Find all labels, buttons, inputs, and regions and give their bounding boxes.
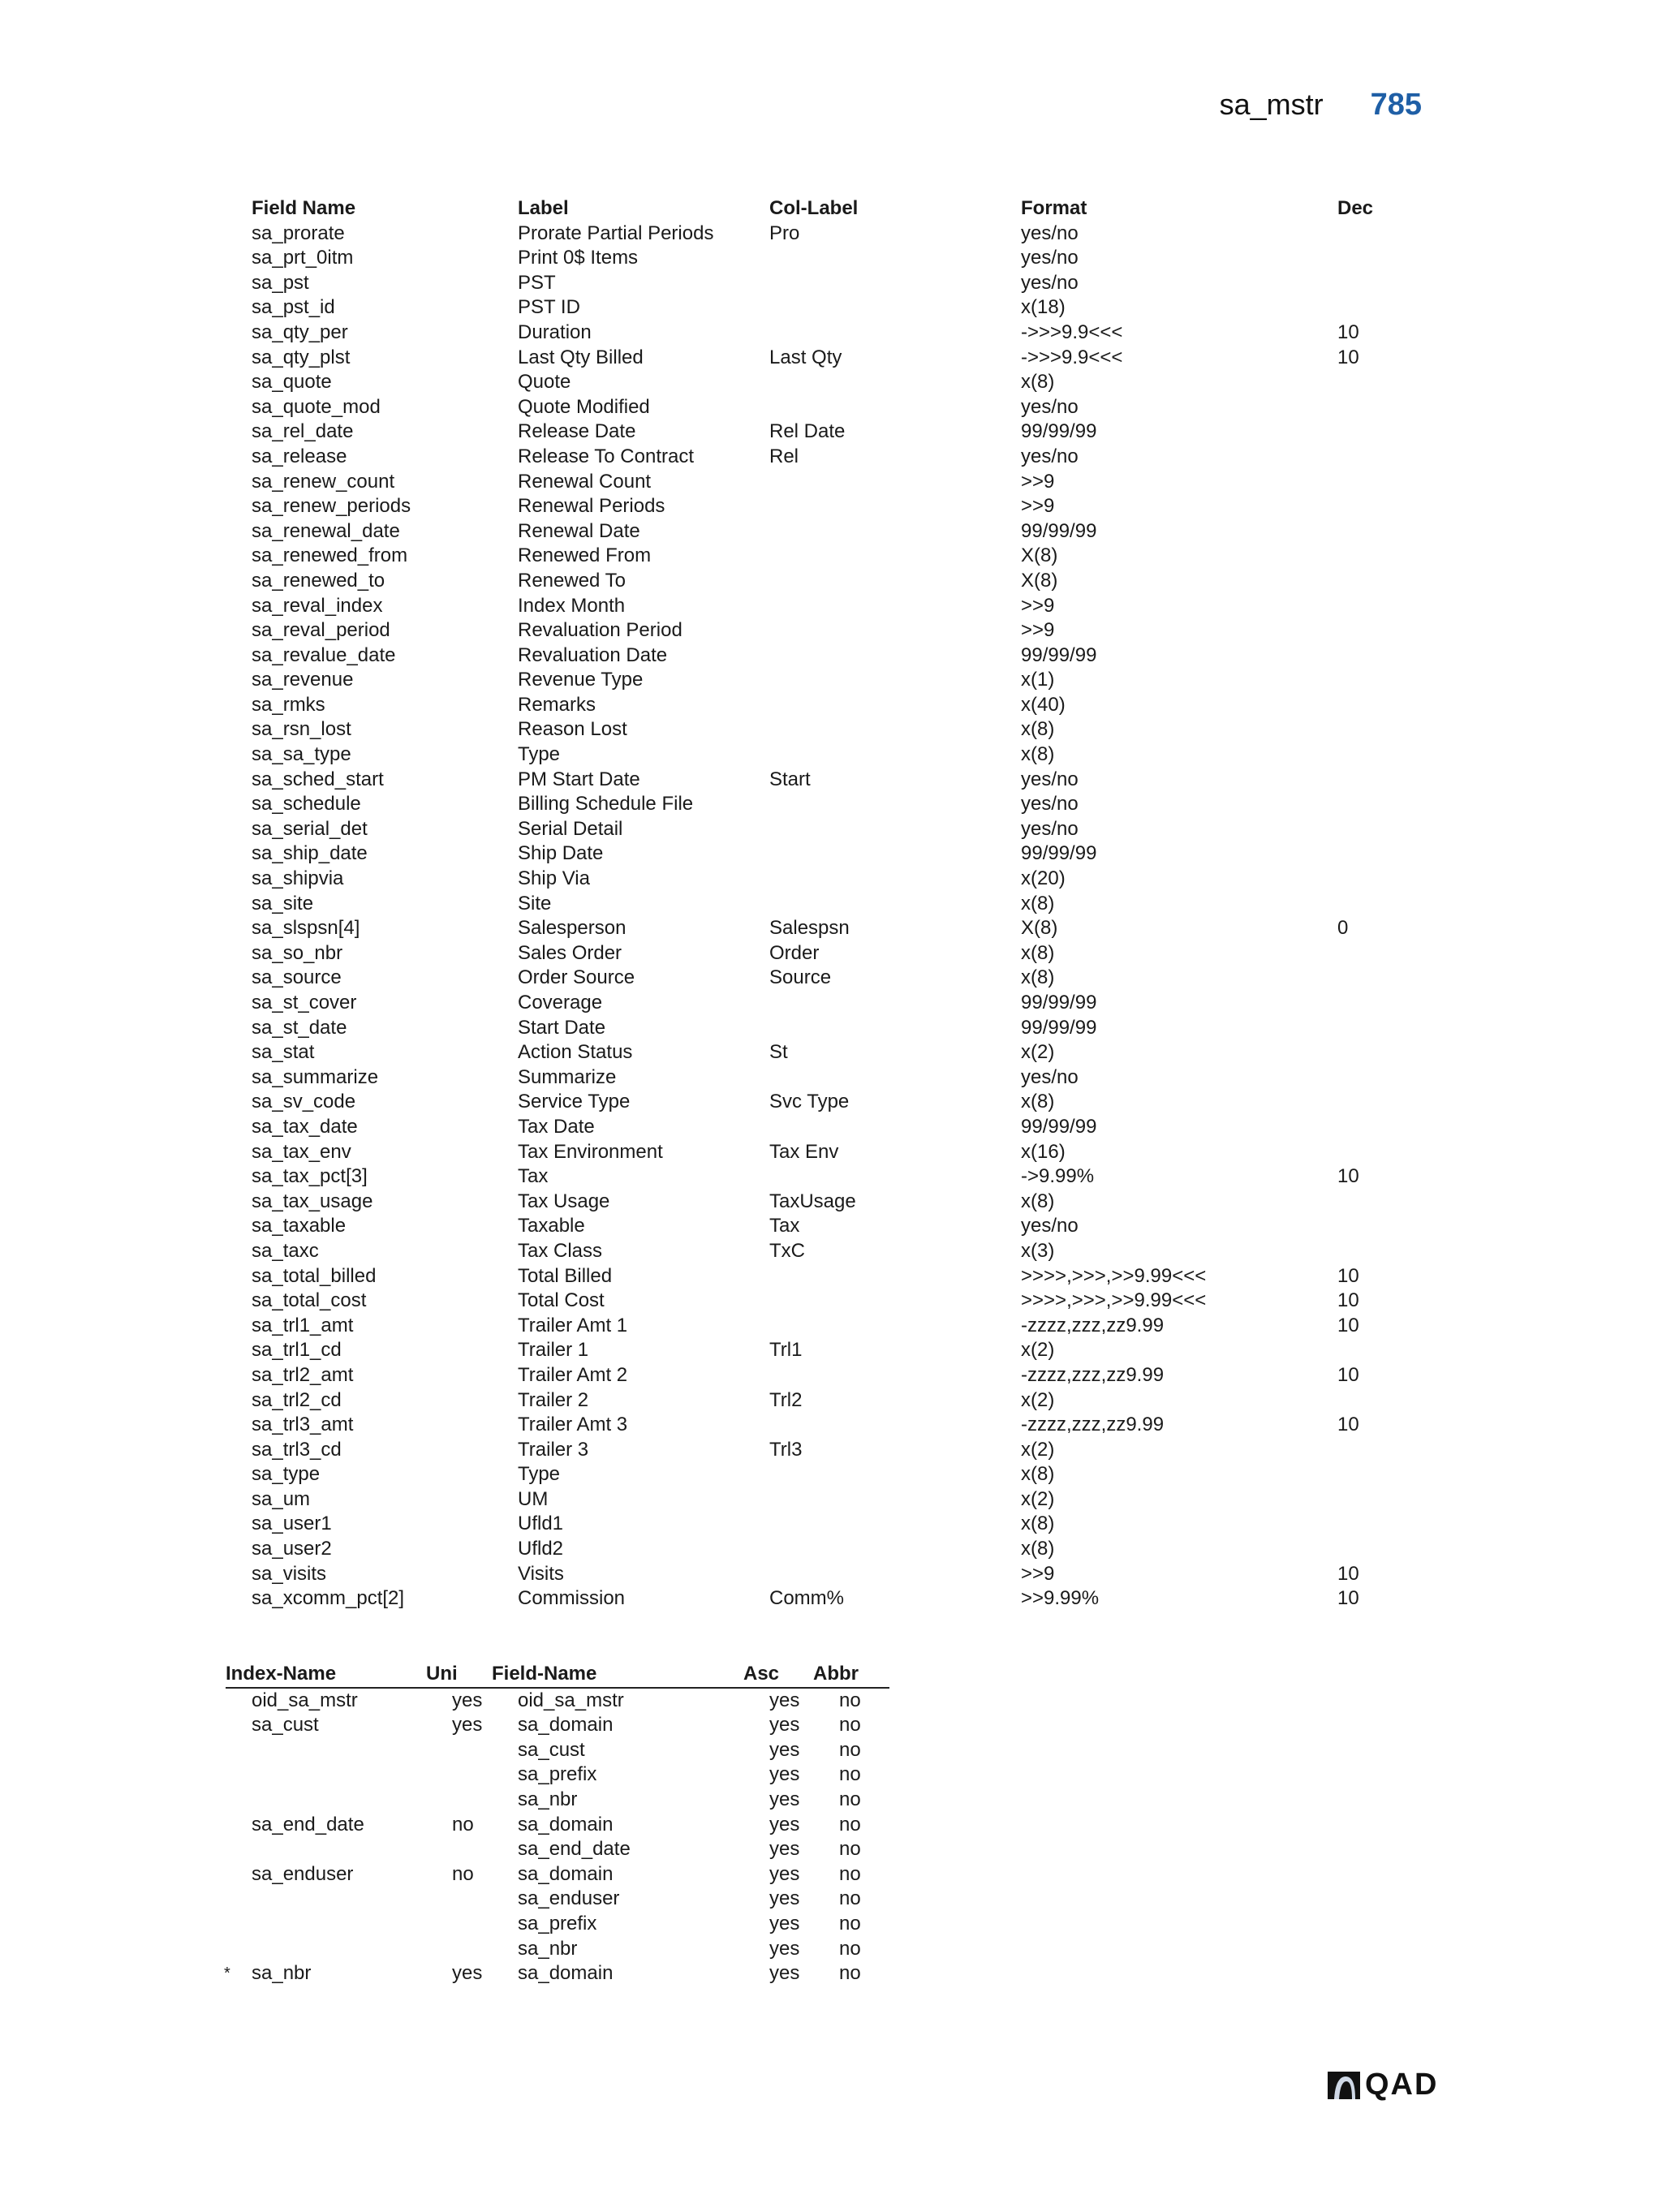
col-label-cell: Order [769, 941, 820, 964]
abbr-cell: no [839, 1937, 861, 1960]
field-name-cell: sa_renew_count [252, 470, 395, 493]
format-cell: x(2) [1021, 1487, 1055, 1510]
label-cell: Prorate Partial Periods [518, 222, 714, 244]
format-cell: yes/no [1021, 222, 1079, 244]
index-field-name-cell: sa_prefix [518, 1763, 597, 1786]
format-cell: >>9.99% [1021, 1587, 1100, 1610]
label-cell: Revaluation Period [518, 619, 682, 642]
label-cell: PST ID [518, 296, 580, 319]
asc-cell: yes [769, 1788, 800, 1810]
uni-cell: no [452, 1813, 474, 1835]
label-cell: Release To Contract [518, 445, 695, 467]
format-cell: x(8) [1021, 892, 1055, 914]
dec-cell: 10 [1337, 1289, 1359, 1312]
label-cell: Renewed To [518, 569, 626, 592]
format-cell: x(2) [1021, 1041, 1055, 1064]
label-cell: Renewal Periods [518, 495, 665, 518]
format-cell: -zzzz,zzz,zz9.99 [1021, 1363, 1165, 1386]
abbr-cell: no [839, 1887, 861, 1910]
label-cell: Type [518, 743, 561, 766]
field-name-cell: sa_prorate [252, 222, 345, 244]
field-name-cell: sa_source [252, 966, 342, 989]
dec-cell: 10 [1337, 1264, 1359, 1287]
field-name-cell: sa_rsn_lost [252, 718, 351, 741]
index-row [252, 1837, 889, 1862]
field-name-cell: sa_st_cover [252, 992, 357, 1013]
format-cell: 99/99/99 [1021, 1016, 1097, 1039]
format-cell: x(8) [1021, 1091, 1055, 1113]
col-label-cell: Trl2 [769, 1388, 803, 1411]
format-cell: X(8) [1021, 917, 1058, 940]
field-name-cell: sa_sv_code [252, 1091, 356, 1113]
index-row [252, 1937, 889, 1962]
index-field-name-cell: sa_nbr [518, 1937, 578, 1960]
label-cell: Serial Detail [518, 817, 623, 840]
field-name-cell: sa_trl1_cd [252, 1339, 342, 1362]
abbr-cell: no [839, 1738, 861, 1761]
field-name-cell: sa_xcomm_pct[2] [252, 1587, 405, 1610]
uni-cell: yes [452, 1714, 483, 1736]
field-name-cell: sa_revenue [252, 669, 354, 691]
col-label-cell: Pro [769, 222, 800, 244]
label-cell: Ufld1 [518, 1513, 564, 1535]
format-cell: x(8) [1021, 718, 1055, 741]
format-cell: 99/99/99 [1021, 842, 1097, 865]
format-cell: x(8) [1021, 966, 1055, 989]
field-name-cell: sa_stat [252, 1041, 315, 1064]
dec-cell: 10 [1337, 1314, 1359, 1336]
field-name-cell: sa_renewal_date [252, 519, 400, 542]
format-cell: x(8) [1021, 1463, 1055, 1486]
label-cell: Renewed From [518, 544, 652, 567]
field-name-cell: sa_type [252, 1463, 321, 1486]
uni-cell: yes [452, 1962, 483, 1985]
table-name-heading: sa_mstr [1219, 88, 1324, 121]
format-cell: yes/no [1021, 817, 1079, 840]
index-field-name-cell: sa_domain [518, 1962, 614, 1985]
format-cell: yes/no [1021, 445, 1079, 467]
abbr-cell: no [839, 1689, 861, 1711]
format-cell: x(40) [1021, 693, 1066, 716]
label-cell: Total Billed [518, 1264, 613, 1287]
format-cell: X(8) [1021, 569, 1058, 592]
index-name-cell: sa_nbr [252, 1962, 312, 1985]
label-cell: Print 0$ Items [518, 247, 639, 269]
format-cell: >>>>,>>>,>>9.99<<< [1021, 1264, 1207, 1287]
label-cell: Ship Via [518, 867, 590, 890]
field-name-cell: sa_trl2_cd [252, 1388, 342, 1411]
label-cell: Start Date [518, 1016, 606, 1039]
field-name-cell: sa_release [252, 445, 347, 467]
index-row [252, 1738, 889, 1763]
header-index-field-name: Field-Name [492, 1663, 597, 1685]
field-name-cell: sa_sched_start [252, 768, 384, 790]
index-row [252, 1887, 889, 1912]
header-abbr: Abbr [813, 1663, 859, 1685]
col-label-cell: St [769, 1041, 788, 1064]
label-cell: Commission [518, 1587, 626, 1610]
index-field-name-cell: sa_domain [518, 1714, 614, 1736]
label-cell: Billing Schedule File [518, 793, 694, 816]
field-name-cell: sa_revalue_date [252, 643, 396, 666]
label-cell: Trailer 1 [518, 1339, 589, 1362]
field-name-cell: sa_qty_per [252, 321, 348, 343]
index-row [224, 1961, 889, 1986]
format-cell: ->>>9.9<<< [1021, 346, 1123, 368]
primary-index-marker: * [224, 1965, 230, 1983]
format-cell: >>9 [1021, 1562, 1055, 1585]
field-name-cell: sa_qty_plst [252, 346, 351, 368]
label-cell: Release Date [518, 420, 636, 443]
col-label-cell: Svc Type [769, 1091, 850, 1113]
asc-cell: yes [769, 1714, 800, 1736]
label-cell: Revenue Type [518, 669, 644, 691]
format-cell: x(8) [1021, 1538, 1055, 1560]
index-header-row [226, 1662, 889, 1689]
format-cell: x(2) [1021, 1339, 1055, 1362]
index-field-name-cell: oid_sa_mstr [518, 1689, 624, 1711]
col-label-cell: Tax [769, 1215, 800, 1237]
format-cell: x(2) [1021, 1438, 1055, 1461]
dec-cell: 10 [1337, 1562, 1359, 1585]
label-cell: Action Status [518, 1041, 633, 1064]
label-cell: Duration [518, 321, 592, 343]
dec-cell: 10 [1337, 1587, 1359, 1610]
uni-cell: no [452, 1862, 474, 1885]
field-name-cell: sa_renew_periods [252, 495, 411, 518]
format-cell: x(8) [1021, 1513, 1055, 1535]
page-header [1220, 88, 1422, 123]
format-cell: >>9 [1021, 495, 1055, 518]
format-cell: ->>>9.9<<< [1021, 321, 1123, 343]
field-name-cell: sa_pst [252, 271, 309, 294]
format-cell: yes/no [1021, 768, 1079, 790]
col-label-cell: Trl1 [769, 1339, 803, 1362]
index-row [252, 1912, 889, 1937]
qad-logo [1328, 2068, 1438, 2102]
asc-cell: yes [769, 1838, 800, 1861]
label-cell: Reason Lost [518, 718, 627, 741]
asc-cell: yes [769, 1813, 800, 1835]
index-row [252, 1689, 889, 1714]
asc-cell: yes [769, 1738, 800, 1761]
col-label-cell: Start [769, 768, 811, 790]
header-asc: Asc [743, 1663, 780, 1685]
col-label-cell: Comm% [769, 1587, 845, 1610]
col-label-cell: TaxUsage [769, 1190, 856, 1212]
format-cell: x(8) [1021, 1190, 1055, 1212]
label-cell: Tax [518, 1165, 549, 1188]
field-name-cell: sa_tax_pct[3] [252, 1165, 368, 1188]
index-field-name-cell: sa_cust [518, 1738, 585, 1761]
format-cell: yes/no [1021, 793, 1079, 816]
label-cell: Index Month [518, 594, 626, 617]
field-name-cell: sa_pst_id [252, 296, 335, 319]
format-cell: >>9 [1021, 594, 1055, 617]
label-cell: Sales Order [518, 941, 622, 964]
field-name-cell: sa_renewed_from [252, 544, 408, 567]
format-cell: 99/99/99 [1021, 420, 1097, 443]
abbr-cell: no [839, 1962, 861, 1985]
col-label-cell: Tax Env [769, 1140, 839, 1163]
field-name-cell: sa_site [252, 892, 314, 914]
format-cell: yes/no [1021, 1215, 1079, 1237]
label-cell: Visits [518, 1562, 564, 1585]
index-row [252, 1862, 889, 1887]
col-label-cell: Rel [769, 445, 799, 467]
header-label: Label [518, 197, 569, 219]
qad-logo-text: QAD [1365, 2068, 1439, 2102]
label-cell: Trailer Amt 1 [518, 1314, 628, 1336]
asc-cell: yes [769, 1912, 800, 1934]
label-cell: Quote Modified [518, 395, 650, 418]
label-cell: Trailer Amt 2 [518, 1363, 628, 1386]
dec-cell: 10 [1337, 1414, 1359, 1436]
index-row [252, 1762, 889, 1788]
field-name-cell: sa_rel_date [252, 420, 354, 443]
index-row [252, 1813, 889, 1838]
asc-cell: yes [769, 1689, 800, 1711]
abbr-cell: no [839, 1912, 861, 1934]
label-cell: UM [518, 1487, 549, 1510]
format-cell: yes/no [1021, 271, 1079, 294]
label-cell: Ship Date [518, 842, 604, 865]
format-cell: x(20) [1021, 867, 1066, 890]
index-table [224, 1662, 889, 1986]
page-number: 785 [1370, 88, 1422, 122]
index-field-name-cell: sa_enduser [518, 1887, 620, 1910]
format-cell: x(3) [1021, 1239, 1055, 1262]
field-name-cell: sa_trl3_cd [252, 1438, 342, 1461]
field-name-cell: sa_trl3_amt [252, 1414, 354, 1436]
index-field-name-cell: sa_prefix [518, 1912, 597, 1934]
format-cell: >>9 [1021, 619, 1055, 642]
field-name-cell: sa_tax_env [252, 1140, 351, 1163]
format-cell: -zzzz,zzz,zz9.99 [1021, 1414, 1165, 1436]
format-cell: yes/no [1021, 247, 1079, 269]
field-name-cell: sa_trl1_amt [252, 1314, 354, 1336]
label-cell: Last Qty Billed [518, 346, 644, 368]
field-name-cell: sa_quote [252, 371, 332, 394]
asc-cell: yes [769, 1862, 800, 1885]
field-name-cell: sa_so_nbr [252, 941, 343, 964]
qad-logo-icon [1328, 2072, 1360, 2099]
label-cell: Ufld2 [518, 1538, 564, 1560]
field-name-cell: sa_total_cost [252, 1289, 367, 1312]
format-cell: x(8) [1021, 941, 1055, 964]
field-name-cell: sa_tax_usage [252, 1190, 373, 1212]
header-format: Format [1021, 197, 1087, 219]
label-cell: Trailer 3 [518, 1438, 589, 1461]
label-cell: Remarks [518, 693, 596, 716]
format-cell: yes/no [1021, 395, 1079, 418]
field-name-cell: sa_prt_0itm [252, 247, 354, 269]
label-cell: Renewal Count [518, 470, 652, 493]
abbr-cell: no [839, 1714, 861, 1736]
field-name-cell: sa_visits [252, 1562, 327, 1585]
format-cell: >>9 [1021, 470, 1055, 493]
abbr-cell: no [839, 1813, 861, 1835]
label-cell: Type [518, 1463, 561, 1486]
label-cell: Tax Environment [518, 1140, 663, 1163]
field-name-cell: sa_tax_date [252, 1115, 358, 1138]
label-cell: Tax Usage [518, 1190, 610, 1212]
format-cell: x(1) [1021, 669, 1055, 691]
format-cell: >>>>,>>>,>>9.99<<< [1021, 1289, 1207, 1312]
asc-cell: yes [769, 1887, 800, 1910]
abbr-cell: no [839, 1763, 861, 1786]
format-cell: x(16) [1021, 1140, 1066, 1163]
field-name-cell: sa_reval_period [252, 619, 390, 642]
asc-cell: yes [769, 1763, 800, 1786]
format-cell: -zzzz,zzz,zz9.99 [1021, 1314, 1165, 1336]
index-row [252, 1788, 889, 1813]
field-name-cell: sa_ship_date [252, 842, 368, 865]
field-name-cell: sa_shipvia [252, 867, 344, 890]
field-name-cell: sa_total_billed [252, 1264, 377, 1287]
field-name-cell: sa_serial_det [252, 817, 368, 840]
field-name-cell: sa_trl2_amt [252, 1363, 354, 1386]
field-name-cell: sa_taxc [252, 1239, 319, 1262]
label-cell: Summarize [518, 1065, 617, 1088]
col-label-cell: Last Qty [769, 346, 842, 368]
header-index-name: Index-Name [226, 1663, 337, 1685]
label-cell: Revaluation Date [518, 643, 668, 666]
col-label-cell: Salespsn [769, 917, 850, 940]
label-cell: Tax Class [518, 1239, 603, 1262]
label-cell: Site [518, 892, 552, 914]
abbr-cell: no [839, 1838, 861, 1861]
index-field-name-cell: sa_nbr [518, 1788, 578, 1810]
format-cell: yes/no [1021, 1065, 1079, 1088]
index-field-name-cell: sa_domain [518, 1862, 614, 1885]
format-cell: 99/99/99 [1021, 519, 1097, 542]
label-cell: Trailer Amt 3 [518, 1414, 628, 1436]
header-dec: Dec [1337, 197, 1374, 219]
label-cell: Total Cost [518, 1289, 605, 1312]
label-cell: Tax Date [518, 1115, 595, 1138]
label-cell: Taxable [518, 1215, 585, 1237]
index-field-name-cell: sa_domain [518, 1813, 614, 1835]
label-cell: Coverage [518, 992, 603, 1013]
field-name-cell: sa_summarize [252, 1065, 379, 1088]
index-field-name-cell: sa_end_date [518, 1838, 631, 1861]
label-cell: Quote [518, 371, 571, 394]
field-name-cell: sa_user1 [252, 1513, 332, 1535]
index-name-cell: sa_cust [252, 1714, 319, 1736]
asc-cell: yes [769, 1962, 800, 1985]
label-cell: Renewal Date [518, 519, 640, 542]
dec-cell: 10 [1337, 1165, 1359, 1188]
format-cell: ->9.99% [1021, 1165, 1095, 1188]
index-name-cell: sa_end_date [252, 1813, 364, 1835]
col-label-cell: TxC [769, 1239, 805, 1262]
format-cell: x(8) [1021, 371, 1055, 394]
header-uni: Uni [426, 1663, 458, 1685]
abbr-cell: no [839, 1788, 861, 1810]
field-name-cell: sa_quote_mod [252, 395, 381, 418]
index-name-cell: oid_sa_mstr [252, 1689, 358, 1711]
abbr-cell: no [839, 1862, 861, 1885]
label-cell: Trailer 2 [518, 1388, 589, 1411]
field-name-cell: sa_schedule [252, 793, 361, 816]
uni-cell: yes [452, 1689, 483, 1711]
col-label-cell: Trl3 [769, 1438, 803, 1461]
dec-cell: 10 [1337, 346, 1359, 368]
header-col-label: Col-Label [769, 197, 859, 219]
label-cell: Service Type [518, 1091, 631, 1113]
col-label-cell: Source [769, 966, 832, 989]
format-cell: x(8) [1021, 743, 1055, 766]
index-row [252, 1713, 889, 1738]
format-cell: 99/99/99 [1021, 1115, 1097, 1138]
label-cell: PST [518, 271, 556, 294]
format-cell: x(18) [1021, 296, 1066, 319]
field-name-cell: sa_slspsn[4] [252, 917, 360, 940]
index-name-cell: sa_enduser [252, 1862, 354, 1885]
field-name-cell: sa_renewed_to [252, 569, 385, 592]
col-label-cell: Rel Date [769, 420, 846, 443]
dec-cell: 10 [1337, 1363, 1359, 1386]
header-field-name: Field Name [252, 197, 356, 219]
dec-cell: 0 [1337, 917, 1349, 940]
format-cell: x(2) [1021, 1388, 1055, 1411]
field-name-cell: sa_user2 [252, 1538, 332, 1560]
field-name-cell: sa_st_date [252, 1016, 347, 1039]
dec-cell: 10 [1337, 321, 1359, 343]
field-name-cell: sa_reval_index [252, 594, 383, 617]
field-name-cell: sa_rmks [252, 693, 325, 716]
format-cell: 99/99/99 [1021, 643, 1097, 666]
format-cell: 99/99/99 [1021, 992, 1097, 1013]
field-name-cell: sa_taxable [252, 1215, 347, 1237]
format-cell: X(8) [1021, 544, 1058, 567]
asc-cell: yes [769, 1937, 800, 1960]
label-cell: PM Start Date [518, 768, 640, 790]
label-cell: Order Source [518, 966, 635, 989]
field-name-cell: sa_um [252, 1487, 311, 1510]
field-name-cell: sa_sa_type [252, 743, 351, 766]
label-cell: Salesperson [518, 917, 626, 940]
